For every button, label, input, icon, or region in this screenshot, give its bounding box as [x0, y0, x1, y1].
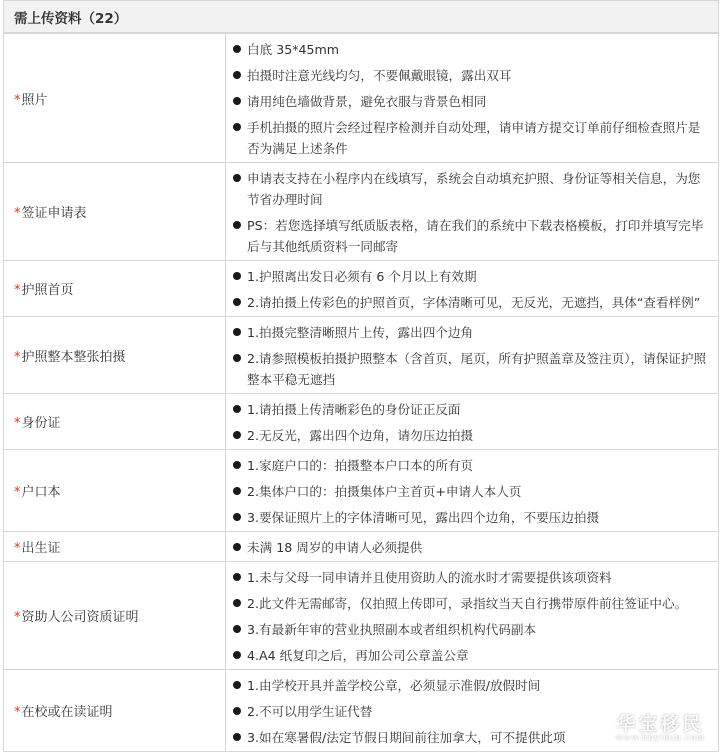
- watermark-text: 华宝移民: [616, 713, 705, 735]
- bullet-icon: [233, 543, 241, 551]
- table-row: [4, 450, 719, 532]
- list-item-text: 手机拍摄的照片会经过程序检测并自动处理，请申请方提交订单前仔细检查照片是否为满足上述条件: [247, 120, 701, 156]
- row-label: 在校或在读证明: [21, 705, 113, 720]
- row-content-cell: [226, 261, 719, 317]
- bullet-icon: [233, 97, 241, 105]
- bullet-icon: [233, 599, 241, 607]
- row-label: 资助人公司资质证明: [21, 610, 139, 625]
- list-item-text: 1.请拍摄上传清晰彩色的身份证正反面: [247, 402, 461, 417]
- bullet-icon: [233, 573, 241, 581]
- list-item: [233, 619, 710, 640]
- list-item-text: 3.有最新年审的营业执照副本或者组织机构代码副本: [247, 622, 537, 637]
- table-row: [4, 532, 719, 562]
- table-row: [4, 261, 719, 317]
- list-item-text: 1.护照离出发日必须有 6 个月以上有效期: [247, 269, 477, 284]
- row-label-cell: [4, 163, 226, 261]
- list-item-text: 2.不可以用学生证代替: [247, 704, 373, 719]
- list-item: [233, 399, 710, 420]
- row-content-cell: [226, 450, 719, 532]
- required-mark: *: [14, 349, 21, 365]
- list-item-text: 2.此文件无需邮寄，仅拍照上传即可，录指纹当天自行携带原件前往签证中心。: [247, 596, 688, 611]
- list-item-text: 申请表支持在小程序内在线填写，系统会自动填充护照、身份证等相关信息，为您节省办理时间: [247, 171, 701, 207]
- bullet-icon: [233, 123, 241, 131]
- list-item: [233, 266, 710, 287]
- requirements-table: [3, 33, 719, 752]
- required-mark: *: [14, 705, 21, 720]
- list-item-text: 未满 18 周岁的申请人必须提供: [247, 540, 423, 555]
- list-item: [233, 65, 710, 86]
- row-label-cell: [4, 532, 226, 562]
- table-row: [4, 317, 719, 394]
- row-content-cell: [226, 562, 719, 670]
- list-item-text: 2.无反光，露出四个边角，请勿压边拍摄: [247, 428, 474, 443]
- bullet-icon: [233, 221, 241, 229]
- list-item: [233, 215, 710, 257]
- section-header: [3, 0, 719, 33]
- list-item: [233, 117, 710, 159]
- row-label-cell: [4, 670, 226, 752]
- list-item: [233, 168, 710, 210]
- bullet-icon: [233, 707, 241, 715]
- required-mark: *: [14, 485, 21, 500]
- list-item: [233, 348, 710, 390]
- row-label: 照片: [21, 92, 48, 108]
- row-content-cell: [226, 163, 719, 261]
- required-mark: *: [14, 206, 21, 221]
- list-item-text: 1.未与父母一同申请并且使用资助人的流水时才需要提供该项资料: [247, 570, 612, 585]
- requirements-sheet: [3, 0, 719, 752]
- row-content-cell: [226, 34, 719, 163]
- row-label-cell: [4, 450, 226, 532]
- bullet-icon: [233, 625, 241, 633]
- list-item-text: 1.家庭户口的：拍摄整本户口本的所有页: [247, 458, 474, 473]
- table-row: [4, 562, 719, 670]
- row-label: 户口本: [21, 485, 61, 500]
- row-content-cell: [226, 532, 719, 562]
- row-label-cell: [4, 394, 226, 450]
- list-item-text: 2.请参照模板拍摄护照整本（含首页，尾页，所有护照盖章及签注页），请保证护照整本平稳无遮挡: [247, 351, 707, 387]
- required-mark: *: [14, 92, 21, 108]
- list-item-text: 2.请拍摄上传彩色的护照首页，字体清晰可见，无反光，无遮挡，具体“查看样例”: [247, 295, 701, 310]
- list-item: [233, 567, 710, 588]
- row-label: 出生证: [21, 541, 61, 556]
- list-item: [233, 39, 710, 60]
- row-label-cell: [4, 34, 226, 163]
- required-mark: *: [14, 416, 21, 431]
- table-row: [4, 670, 719, 752]
- table-row: [4, 394, 719, 450]
- list-item-text: 2.集体户口的：拍摄集体户主首页+申请人本人页: [247, 484, 522, 499]
- bullet-icon: [233, 681, 241, 689]
- row-content-cell: [226, 317, 719, 394]
- bullet-icon: [233, 513, 241, 521]
- bullet-icon: [233, 487, 241, 495]
- bullet-icon: [233, 733, 241, 741]
- list-item-text: 白底 35*45mm: [247, 42, 340, 57]
- row-label: 护照首页: [21, 283, 74, 298]
- list-item: [233, 292, 710, 313]
- watermark-subtext: www.hbyimin.com: [615, 733, 705, 742]
- list-item-text: 3.要保证照片上的字体清晰可见，露出四个边角，不要压边拍摄: [247, 510, 600, 525]
- list-item: [233, 481, 710, 502]
- required-mark: *: [14, 283, 21, 298]
- list-item: [233, 91, 710, 112]
- bullet-icon: [233, 651, 241, 659]
- row-content-cell: [226, 670, 719, 752]
- list-item-text: PS：若您选择填写纸质版表格，请在我们的系统中下载表格模板，打印并填写完毕后与其他纸质资料一同邮寄: [247, 218, 704, 254]
- bullet-icon: [233, 405, 241, 413]
- list-item-text: 1.由学校开具并盖学校公章，必须显示准假/放假时间: [247, 678, 541, 693]
- row-label-cell: [4, 261, 226, 317]
- list-item: [233, 455, 710, 476]
- list-item: [233, 322, 710, 343]
- row-label-cell: [4, 562, 226, 670]
- bullet-icon: [233, 328, 241, 336]
- list-item-text: 1.拍摄完整清晰照片上传，露出四个边角: [247, 325, 474, 340]
- list-item-text: 请用纯色墙做背景，避免衣服与背景色相同: [247, 94, 487, 109]
- bullet-icon: [233, 461, 241, 469]
- bullet-icon: [233, 354, 241, 362]
- list-item-text: 4.A4 纸复印之后，再加公司公章盖公章: [247, 648, 469, 663]
- required-mark: *: [14, 541, 21, 556]
- row-content-cell: [226, 394, 719, 450]
- bullet-icon: [233, 45, 241, 53]
- list-item: [233, 425, 710, 446]
- row-label-cell: [4, 317, 226, 394]
- row-label: 身份证: [21, 416, 61, 431]
- bullet-icon: [233, 431, 241, 439]
- row-label: 签证申请表: [21, 206, 87, 221]
- bullet-icon: [233, 298, 241, 306]
- list-item-text: 3.如在寒暑假/法定节假日期间前往加拿大，可不提供此项: [247, 730, 566, 745]
- list-item-text: 拍摄时注意光线均匀，不要佩戴眼镜，露出双耳: [247, 68, 512, 83]
- list-item: [233, 675, 710, 696]
- list-item: [233, 727, 710, 748]
- bullet-icon: [233, 71, 241, 79]
- table-row: [4, 34, 719, 163]
- list-item: [233, 537, 710, 558]
- list-item: [233, 507, 710, 528]
- list-item: [233, 593, 710, 614]
- bullet-icon: [233, 272, 241, 280]
- required-mark: *: [14, 610, 21, 625]
- list-item: [233, 645, 710, 666]
- row-label: 护照整本整张拍摄: [21, 349, 126, 365]
- table-row: [4, 163, 719, 261]
- bullet-icon: [233, 174, 241, 182]
- section-title: 需上传资料（22）: [14, 10, 128, 27]
- list-item: [233, 701, 710, 722]
